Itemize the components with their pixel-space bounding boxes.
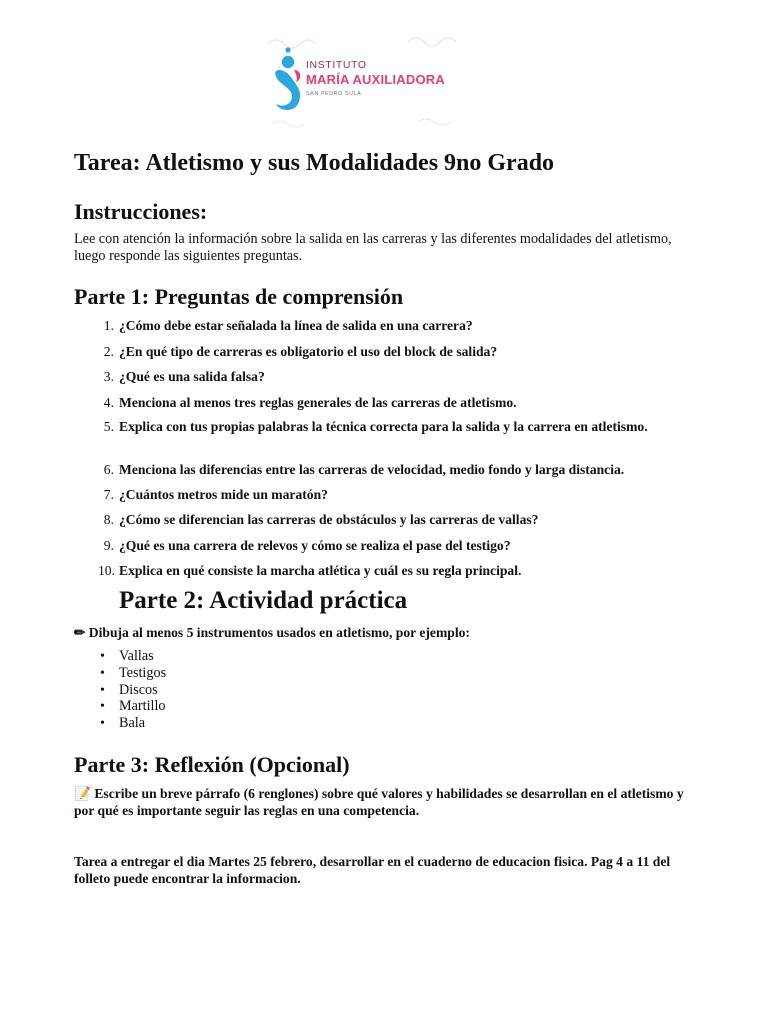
question-text: ¿Qué es una salida falsa? <box>119 369 265 384</box>
parte3-text-block <box>74 785 704 819</box>
school-logo <box>258 34 468 130</box>
bullet: • <box>100 666 105 681</box>
pencil-icon: ✏ <box>74 625 86 640</box>
list-item-text: Discos <box>119 682 158 698</box>
question-number: 4. <box>103 395 114 410</box>
instrucciones-text: Lee con atención la información sobre la salida en las carreras y las diferentes modalidades del atletismo, luego responde las siguientes preguntas. <box>74 231 672 264</box>
bullet: • <box>100 699 105 714</box>
logo-line-1: INSTITUTO <box>306 59 367 71</box>
question-text: ¿Cuántos metros mide un maratón? <box>119 487 328 502</box>
question-text: Explica en qué consiste la marcha atlética y cuál es su regla principal. <box>119 563 522 578</box>
logo-line-3: SAN PEDRO SULA <box>306 91 362 97</box>
question-number: 10. <box>98 563 115 578</box>
list-item-text: Testigos <box>119 665 167 681</box>
list-item-text: Bala <box>119 715 145 731</box>
question-number: 2. <box>103 344 114 359</box>
question-text: ¿Cómo se diferencian las carreras de obstáculos y las carreras de vallas? <box>119 512 539 527</box>
document-title: Tarea: Atletismo y sus Modalidades 9no Grado <box>74 150 555 176</box>
parte2-heading: Parte 2: Actividad práctica <box>119 587 408 614</box>
question-text: ¿Qué es una carrera de relevos y cómo se realiza el pase del testigo? <box>119 538 511 553</box>
question-text: Menciona las diferencias entre las carreras de velocidad, medio fondo y larga distancia. <box>119 462 625 477</box>
parte3-text: Escribe un breve párrafo (6 renglones) sobre qué valores y habilidades se desarrollan en el atletismo y por qué es importante seguir las reglas en una competencia. <box>74 786 684 818</box>
parte1-heading: Parte 1: Preguntas de comprensión <box>74 284 404 309</box>
bullet: • <box>100 716 105 731</box>
question-text: ¿Cómo debe estar señalada la línea de salida en una carrera? <box>119 318 473 333</box>
list-item-text: Vallas <box>119 648 154 664</box>
question-number: 3. <box>103 369 114 384</box>
logo-text <box>306 59 445 99</box>
question-text: Explica con tus propias palabras la técnica correcta para la salida y la carrera en atletismo. <box>119 419 648 434</box>
question-number: 1. <box>103 318 114 333</box>
bullet: • <box>100 683 105 698</box>
question-number: 6. <box>103 462 114 477</box>
parte2-instruction <box>74 624 714 641</box>
question-text: ¿En qué tipo de carreras es obligatorio el uso del block de salida? <box>119 344 498 359</box>
question-number: 7. <box>103 487 114 502</box>
question-text: Menciona al menos tres reglas generales de las carreras de atletismo. <box>119 395 517 410</box>
question-number: 8. <box>103 512 114 527</box>
parte3-heading: Parte 3: Reflexión (Opcional) <box>74 752 350 777</box>
question-number: 9. <box>103 538 114 553</box>
instrucciones-heading: Instrucciones: <box>74 199 208 224</box>
bullet: • <box>100 649 105 664</box>
logo-line-2: MARÍA AUXILIADORA <box>306 72 445 87</box>
footer-note: Tarea a entregar el dia Martes 25 febrero, desarrollar en el cuaderno de educacion fisica. Pag 4 a 11 del folleto puede encontrar la informacion. <box>74 854 671 886</box>
memo-icon: 📝 <box>74 786 91 801</box>
question-number: 5. <box>103 419 114 434</box>
parte2-instruction-text: Dibuja al menos 5 instrumentos usados en atletismo, por ejemplo: <box>88 625 470 640</box>
list-item-text: Martillo <box>119 698 166 714</box>
